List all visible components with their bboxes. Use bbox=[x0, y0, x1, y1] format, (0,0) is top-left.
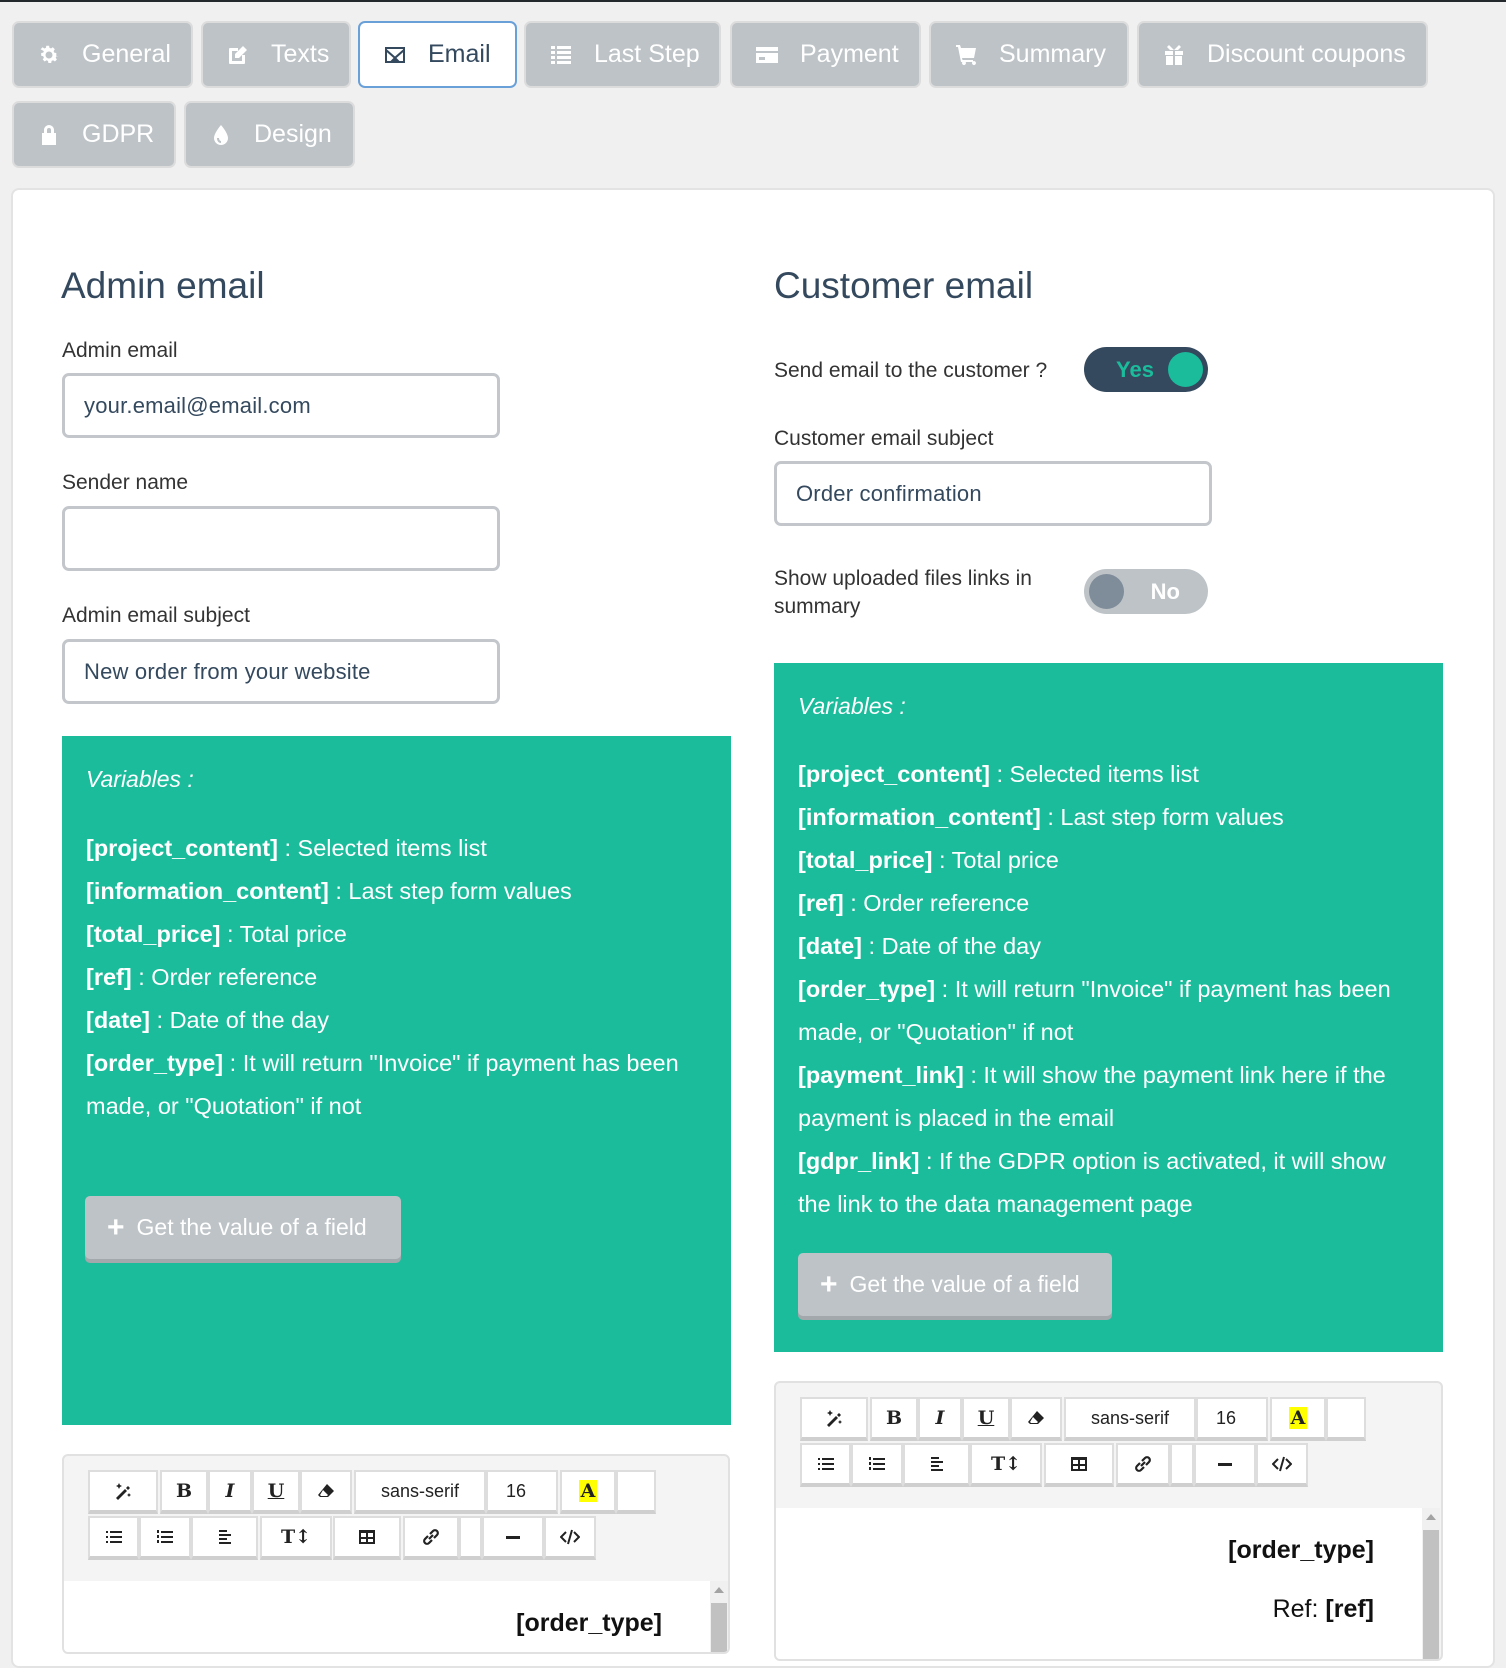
align-left-icon bbox=[215, 1527, 235, 1547]
admin-subject-label: Admin email subject bbox=[62, 604, 250, 627]
variables-title: Variables : bbox=[86, 766, 194, 792]
underline-button[interactable]: U bbox=[962, 1397, 1010, 1441]
plus-icon: + bbox=[107, 1210, 125, 1244]
text-height-icon: T↕ bbox=[990, 1453, 1022, 1475]
admin-variables-box bbox=[62, 736, 731, 1425]
align-left-icon bbox=[927, 1454, 947, 1474]
scroll-up-icon bbox=[1426, 1514, 1436, 1520]
editor-toolbar-row-1 bbox=[88, 1470, 658, 1516]
envelope-icon bbox=[382, 42, 408, 68]
customer-subject-label: Customer email subject bbox=[774, 427, 994, 450]
variables-list bbox=[798, 753, 1408, 1226]
variable-item: [gdpr_link] : If the GDPR option is activated, it will show the link to the data management page bbox=[798, 1148, 1386, 1217]
admin-email-heading: Admin email bbox=[61, 265, 265, 306]
tab-label: Email bbox=[428, 40, 491, 68]
variable-item: [order_type] : It will return "Invoice" if payment has been made, or "Quotation" if not bbox=[798, 976, 1391, 1045]
italic-button[interactable]: I bbox=[208, 1470, 252, 1514]
list-icon bbox=[548, 42, 574, 68]
show-files-toggle[interactable]: No bbox=[1084, 569, 1208, 614]
tab-last-step[interactable] bbox=[524, 21, 721, 88]
font-size-select[interactable]: 16 bbox=[486, 1470, 558, 1514]
underline-button[interactable]: U bbox=[252, 1470, 300, 1514]
admin-get-field-value-button[interactable]: + Get the value of a field bbox=[85, 1196, 401, 1259]
variable-item: [information_content] : Last step form values bbox=[86, 878, 572, 904]
unordered-list-button[interactable] bbox=[800, 1443, 851, 1487]
customer-variables-box bbox=[774, 663, 1443, 1352]
line-height-button[interactable] bbox=[260, 1516, 332, 1560]
customer-subject-input[interactable] bbox=[774, 461, 1212, 526]
text-color-button[interactable] bbox=[560, 1470, 616, 1514]
color-a-icon: A bbox=[1290, 1407, 1306, 1429]
admin-editor-scrollbar[interactable] bbox=[710, 1581, 728, 1654]
editor-ref-line: Ref: [ref] bbox=[1272, 1595, 1374, 1623]
send-email-toggle[interactable]: Yes bbox=[1084, 347, 1208, 392]
table-button[interactable] bbox=[333, 1516, 401, 1560]
ordered-list-icon bbox=[155, 1527, 175, 1547]
tab-texts[interactable] bbox=[201, 21, 351, 88]
link-button[interactable] bbox=[1116, 1443, 1170, 1487]
admin-subject-value: New order from your website bbox=[84, 658, 371, 684]
eraser-icon bbox=[1026, 1408, 1046, 1428]
admin-email-editor bbox=[62, 1454, 730, 1654]
color-dropdown-button[interactable] bbox=[616, 1470, 656, 1514]
clear-format-button[interactable] bbox=[1010, 1397, 1062, 1441]
horizontal-rule-button[interactable] bbox=[1194, 1443, 1256, 1487]
admin-email-label: Admin email bbox=[62, 339, 178, 362]
unordered-list-icon bbox=[104, 1527, 124, 1547]
plus-icon: + bbox=[820, 1267, 838, 1301]
text-height-icon: T↕ bbox=[280, 1526, 312, 1548]
editor-toolbar-row-2 bbox=[800, 1443, 1310, 1489]
tab-label: Summary bbox=[999, 40, 1106, 68]
variable-item: [date] : Date of the day bbox=[798, 933, 1041, 959]
variable-item: [ref] : Order reference bbox=[798, 890, 1030, 916]
variable-item: [total_price] : Total price bbox=[798, 847, 1059, 873]
admin-editor-content[interactable] bbox=[64, 1581, 710, 1654]
tab-label: Payment bbox=[800, 40, 899, 68]
variable-item: [payment_link] : It will show the payment link here if the payment is placed in the email bbox=[798, 1062, 1386, 1131]
code-view-button[interactable] bbox=[1256, 1443, 1308, 1487]
line-height-button[interactable] bbox=[970, 1443, 1042, 1487]
link-icon bbox=[421, 1527, 441, 1547]
variable-item: [information_content] : Last step form values bbox=[798, 804, 1284, 830]
picture-button[interactable] bbox=[1170, 1443, 1194, 1487]
customer-email-editor bbox=[774, 1381, 1443, 1661]
font-size-select[interactable]: 16 bbox=[1196, 1397, 1268, 1441]
variable-item: [date] : Date of the day bbox=[86, 1007, 329, 1033]
customer-email-heading: Customer email bbox=[774, 265, 1034, 306]
tab-label: General bbox=[82, 40, 171, 68]
italic-button[interactable]: I bbox=[918, 1397, 962, 1441]
magic-wand-icon bbox=[824, 1408, 844, 1428]
customer-editor-scrollbar[interactable] bbox=[1422, 1508, 1440, 1661]
code-icon bbox=[560, 1527, 580, 1547]
admin-subject-input[interactable] bbox=[62, 639, 500, 704]
variable-item: [total_price] : Total price bbox=[86, 921, 347, 947]
variable-item: [order_type] : It will return "Invoice" if payment has been made, or "Quotation" if not bbox=[86, 1050, 679, 1119]
show-files-label: Show uploaded files links in summary bbox=[774, 567, 1032, 618]
tab-design[interactable] bbox=[184, 101, 355, 168]
tab-label: Last Step bbox=[594, 40, 700, 68]
link-button[interactable] bbox=[403, 1516, 459, 1560]
paragraph-align-button[interactable] bbox=[191, 1516, 258, 1560]
editor-order-type: [order_type] bbox=[1228, 1536, 1374, 1564]
magic-wand-icon bbox=[113, 1481, 133, 1501]
gear-icon bbox=[36, 42, 62, 68]
gift-icon bbox=[1161, 42, 1187, 68]
tab-summary[interactable] bbox=[929, 21, 1129, 88]
unordered-list-icon bbox=[816, 1454, 836, 1474]
editor-toolbar-row-2 bbox=[88, 1516, 598, 1562]
tab-payment[interactable] bbox=[730, 21, 921, 88]
table-icon bbox=[1069, 1454, 1089, 1474]
editor-toolbar-row-1 bbox=[800, 1397, 1370, 1443]
ordered-list-button[interactable] bbox=[851, 1443, 903, 1487]
bold-button[interactable]: B bbox=[160, 1470, 208, 1514]
editor-order-type: [order_type] bbox=[516, 1609, 662, 1637]
tab-label: Texts bbox=[271, 40, 330, 68]
code-icon bbox=[1272, 1454, 1292, 1474]
variable-item: [project_content] : Selected items list bbox=[86, 835, 487, 861]
tab-general[interactable] bbox=[12, 21, 193, 88]
scroll-thumb[interactable] bbox=[711, 1603, 727, 1654]
color-dropdown-button[interactable] bbox=[1326, 1397, 1366, 1441]
tab-label: Design bbox=[254, 120, 332, 148]
send-email-label: Send email to the customer ? bbox=[774, 359, 1048, 382]
table-button[interactable] bbox=[1044, 1443, 1114, 1487]
magic-style-button[interactable] bbox=[88, 1470, 158, 1514]
sender-name-input[interactable] bbox=[62, 506, 500, 571]
code-view-button[interactable] bbox=[544, 1516, 596, 1560]
tint-icon bbox=[208, 122, 234, 148]
tab-label: Discount coupons bbox=[1207, 40, 1406, 68]
customer-editor-content[interactable] bbox=[776, 1508, 1422, 1661]
tab-label: GDPR bbox=[82, 120, 155, 148]
text-color-button[interactable] bbox=[1270, 1397, 1326, 1441]
ordered-list-button[interactable] bbox=[139, 1516, 191, 1560]
scroll-up-icon bbox=[714, 1587, 724, 1593]
paragraph-align-button[interactable] bbox=[903, 1443, 970, 1487]
link-icon bbox=[1133, 1454, 1153, 1474]
variable-item: [ref] : Order reference bbox=[86, 964, 318, 990]
minus-icon bbox=[503, 1527, 523, 1547]
horizontal-rule-button[interactable] bbox=[482, 1516, 544, 1560]
cart-icon bbox=[953, 42, 979, 68]
toggle-knob bbox=[1168, 352, 1203, 387]
table-icon bbox=[357, 1527, 377, 1547]
customer-get-field-value-button[interactable]: + Get the value of a field bbox=[798, 1253, 1112, 1316]
font-family-select[interactable]: sans-serif bbox=[354, 1470, 486, 1514]
magic-style-button[interactable] bbox=[800, 1397, 868, 1441]
tab-gdpr[interactable] bbox=[12, 101, 176, 168]
toggle-knob bbox=[1089, 574, 1124, 609]
minus-icon bbox=[1215, 1454, 1235, 1474]
unordered-list-button[interactable] bbox=[88, 1516, 139, 1560]
variables-list bbox=[86, 827, 696, 1128]
scroll-thumb[interactable] bbox=[1423, 1530, 1439, 1661]
variables-title: Variables : bbox=[798, 693, 906, 719]
lock-icon bbox=[36, 122, 62, 148]
picture-button[interactable] bbox=[459, 1516, 482, 1560]
edit-icon bbox=[225, 42, 251, 68]
ordered-list-icon bbox=[867, 1454, 887, 1474]
tab-email[interactable] bbox=[358, 21, 517, 88]
bold-button[interactable]: B bbox=[870, 1397, 918, 1441]
admin-email-input[interactable] bbox=[62, 373, 500, 438]
clear-format-button[interactable] bbox=[300, 1470, 352, 1514]
eraser-icon bbox=[316, 1481, 336, 1501]
font-family-select[interactable]: sans-serif bbox=[1064, 1397, 1196, 1441]
credit-card-icon bbox=[754, 42, 780, 68]
admin-email-value: your.email@email.com bbox=[84, 392, 311, 418]
sender-name-label: Sender name bbox=[62, 471, 189, 494]
customer-subject-value: Order confirmation bbox=[796, 480, 982, 506]
tab-discount-coupons[interactable] bbox=[1137, 21, 1428, 88]
variable-item: [project_content] : Selected items list bbox=[798, 761, 1199, 787]
color-a-icon: A bbox=[580, 1480, 596, 1502]
